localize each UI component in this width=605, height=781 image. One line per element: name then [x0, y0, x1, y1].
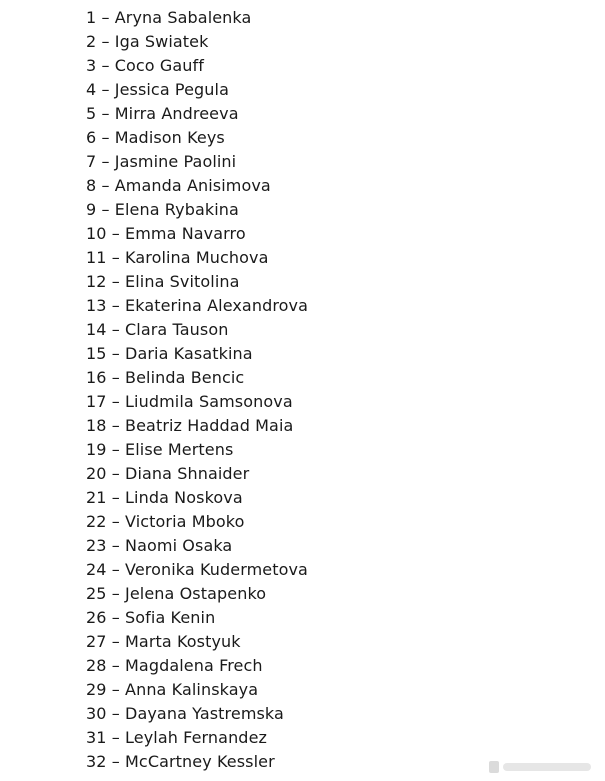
list-item: 28 – Magdalena Frech	[86, 656, 263, 675]
list-item: 17 – Liudmila Samsonova	[86, 392, 293, 411]
list-item: 3 – Coco Gauff	[86, 56, 204, 75]
list-item: 30 – Dayana Yastremska	[86, 704, 284, 723]
list-item: 14 – Clara Tauson	[86, 320, 229, 339]
list-item: 25 – Jelena Ostapenko	[86, 584, 267, 603]
list-item: 24 – Veronika Kudermetova	[86, 560, 308, 579]
list-item: 1 – Aryna Sabalenka	[86, 8, 252, 27]
list-item: 21 – Linda Noskova	[86, 488, 243, 507]
list-item: 19 – Elise Mertens	[86, 440, 234, 459]
list-item: 16 – Belinda Bencic	[86, 368, 245, 387]
list-item: 8 – Amanda Anisimova	[86, 176, 271, 195]
list-item: 31 – Leylah Fernandez	[86, 728, 268, 747]
list-item: 7 – Jasmine Paolini	[86, 152, 237, 171]
watermark-graphic	[487, 757, 597, 777]
list-item: 20 – Diana Shnaider	[86, 464, 250, 483]
list-item: 29 – Anna Kalinskaya	[86, 680, 259, 699]
list-item: 23 – Naomi Osaka	[86, 536, 233, 555]
list-item: 26 – Sofia Kenin	[86, 608, 216, 627]
list-item: 5 – Mirra Andreeva	[86, 104, 239, 123]
list-item: 32 – McCartney Kessler	[86, 752, 275, 771]
list-item: 4 – Jessica Pegula	[86, 80, 229, 99]
ranking-list	[86, 6, 308, 774]
list-item: 27 – Marta Kostyuk	[86, 632, 241, 651]
list-item: 11 – Karolina Muchova	[86, 248, 269, 267]
list-item: 6 – Madison Keys	[86, 128, 225, 147]
list-item: 2 – Iga Swiatek	[86, 32, 209, 51]
list-item: 12 – Elina Svitolina	[86, 272, 240, 291]
list-item: 15 – Daria Kasatkina	[86, 344, 253, 363]
list-item: 22 – Victoria Mboko	[86, 512, 245, 531]
list-item: 9 – Elena Rybakina	[86, 200, 239, 219]
list-item: 10 – Emma Navarro	[86, 224, 246, 243]
list-item: 18 – Beatriz Haddad Maia	[86, 416, 294, 435]
list-item: 13 – Ekaterina Alexandrova	[86, 296, 309, 315]
